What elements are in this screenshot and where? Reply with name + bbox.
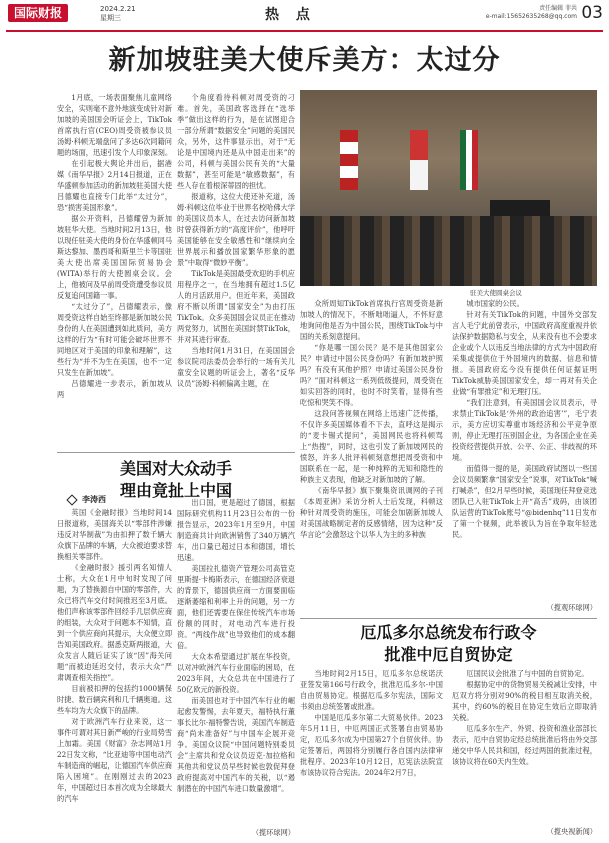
diamond-icon — [66, 494, 77, 505]
article3-source: （揽央视新闻） — [546, 827, 597, 836]
divider — [300, 618, 597, 619]
paragraph: 《南华早报》旗下聚集资讯调网的子刊《本周亚洲》采访分析人士后发现，科顿这种针对周受资的施压，可能会加剧新加坡人对美国战略制定者的反感情绪，因为这种“反华言论”会激怒这个以华人为主的多种族 — [300, 486, 443, 539]
author-name: 李涛西 — [82, 495, 106, 504]
article2-column-2 — [177, 497, 295, 827]
roundtable-photo — [300, 90, 597, 286]
paragraph: 出口国，更是超过了德国，根据国际研究机构11月23日公布的一份报告显示，2023年1月至9月，中国制造商共计向欧洲销售了340万辆汽车，出口量已超过日本和德国，增长迅速。 — [177, 498, 295, 562]
article3-title-line1: 厄瓜多尔总统发布行政令 — [360, 623, 537, 642]
article2-byline — [68, 494, 106, 505]
main-headline: 新加坡驻美大使斥美方：太过分 — [108, 45, 501, 76]
article1-source: （揽观环球网） — [546, 603, 597, 612]
flag-icon — [410, 130, 428, 190]
divider — [57, 452, 295, 453]
section-title: 热 点 — [265, 7, 316, 23]
audience-shape — [300, 216, 597, 286]
issue-date — [100, 5, 136, 23]
flag-icon — [340, 130, 358, 190]
paragraph: “太过分了”，吕德耀表示，像周受资这样自始至终都是新加坡公民身份的人在美国遭到如此质问，美方这样的行为“有时可能会破坏世界不同地区对于美国的印象和理解”，这些行为“并不为生在美国，也不一定只发生在新加坡”。 — [57, 302, 172, 377]
paragraph: 这段问答视频在网络上迅速广泛传播，不仅许多美国媒体看不下去，直呼这是揭示的“麦卡锡式提问”，美国网民也将科顿骂上“热搜”，同时，这也引发了新加坡网民的愤怒，许多人批评科顿刻意想把周受资和中国联系在一起，是一种纯粹的无知和隐性的种族主义表现，他缺乏对新加坡的了解。 — [300, 409, 443, 484]
paragraph: 中国是厄瓜多尔第二大贸易伙伴。2023年5月11日，中厄两国正式签署自由贸易协定，厄瓜多尔成为中国第27个自贸伙伴。协定签署后，两国将分别履行各自国内法律审批程序。2023年10月12日，厄宪法法院宣布该协议符合宪法。2024年2月7日， — [300, 713, 443, 777]
paragraph: 吕德耀进一步表示，新加坡从两 — [57, 379, 172, 399]
article3-column-2 — [452, 668, 597, 824]
paragraph: 针对有关TikTok的问题，中国外交部发言人毛宁此前曾表示，中国政府高度重视并依法保护数据隐私与安全，从来没有也不会要求企业或个人以违反当地法律的方式为中国政府采集或提供位于外国境内的数据、信息和情报。美国政府迄今没有提供任何证据证明TikTok威胁美国国家安全，却一再对有关企业做“有罪推定”和无理打压。 — [452, 310, 597, 396]
article3-column-1 — [300, 668, 443, 838]
article2-title-line2: 理由竟扯上中国 — [119, 481, 232, 500]
paragraph: 大众本希望通过扩展在华投资，以对冲欧洲汽车行业面临的困局，在2023年间，大众总共在中国进行了50亿欧元的新投资。 — [177, 652, 295, 694]
paragraph: 英国《金融时报》当地时间14日报道称，美国海关以“零部件涉嫌违反对华制裁”为由扣押了数千辆大众旗下品牌的车辆，大众被迫要求替换相关零部件。 — [57, 508, 172, 561]
paragraph: “我们注意到，有美国国会议员表示，寻求禁止TikTok是‘外州的政治追害’”，毛宁表示，美方应切实尊重市场经济和公平竞争原则，停止无理打压别国企业，为各国企业在美投资经营提供开放、公平、公正、非歧视的环境。 — [452, 398, 597, 462]
article3-title-line2: 批准中厄自贸协定 — [384, 645, 513, 664]
article2-source: （揽环球网） — [251, 828, 295, 837]
newspaper-logo: 国际财报 — [8, 4, 68, 22]
paragraph: 众所周知TikTok首席执行官周受资是新加坡人的情况下，不断咄咄逼人，不怀好意地询问他是否为中国公民，围绕TikTok与中国的关系刻意提问。 — [300, 299, 443, 341]
page-number: 03 — [581, 3, 603, 23]
paragraph: 目前被扣押的包括约1000辆保时捷、数百辆宾利和几千辆奥迪。这些车均为大众旗下的品牌。 — [57, 684, 172, 715]
article1-column-1 — [57, 92, 172, 448]
article2-column-1 — [57, 507, 172, 837]
article1-column-2 — [177, 92, 295, 448]
paragraph: TikTok是美国最受欢迎的手机应用程序之一，在当地拥有超过1.5亿人的月活跃用户。但近年来，美国政府不断以所谓“国家安全”为由打压TikTok。众多美国国会议员正在推动两党努力，试图在美国封禁TikTok，并对其进行审查。 — [177, 269, 295, 344]
paragraph: 在引起极大舆论并出后，据港媒《南华早报》2月14日报道，正在华盛顿参加活动的新加坡驻美国大使吕德耀也直接专门此举“太过分”，恐“损害美国形象”。 — [57, 159, 172, 212]
paragraph: “你是哪一国公民？是不是其他国家公民？申请过中国公民身份吗？有新加坡护照吗？有没有其他护照？申请过美国公民身份吗？”面对科顿这一系列低级提问，周受资在如实回答的同时，也时不时笑着，显得有些吃惊和哭笑不得。 — [300, 343, 443, 407]
editor-name: 责任编辑 菲共 — [539, 5, 577, 12]
paragraph: 《金融时报》援引两名知情人士称，大众在1月中旬时发现了问题，为了替换源自中国的零部件，大众已将汽车交付时间推迟至3月底。他们声称该零部件回经手几层供应商的组装，大众对于问题本不知情，直到一个供应商向其提示，大众便立即告知美国政府。据悉克斯两报道，大众发言人随后证实了该“因”海关问题“而被迫延迟交付，表示大众“严肃调查相关指控”。 — [57, 563, 172, 682]
issue-weekday: 星期三 — [100, 14, 121, 22]
paragraph: 据公开资料，吕德耀曾为新加坡驻华大使。当地时间2月13日，他以现任驻美大使的身份在华盛顿同马斯达黎加、墨西哥和斯里兰卡等国驻美大使出席美国国际贸易协会(WITA)举行的大使圆桌会议。会上，他被问及早前周受资遭受参议员反复追问国籍一事。 — [57, 214, 172, 300]
article1-column-3 — [300, 298, 443, 613]
paragraph: 当地时间1月31日，在美国国会参议院司法委员会举行的一场有关儿童安全议题的听证会上，著名“反华议员”汤姆·科顿偏离主题，在 — [177, 346, 295, 388]
issue-date-line: 2024.2.21 — [100, 5, 136, 13]
paragraph: 报道称，这位大使还补充道，汤姆·科顿这位毕业于世界名校哈佛大学的美国议员本人，在过去访问新加坡时曾获得新方的“高度评价”，他呼吁美国能够在安全敏感性和“继续向全世界展示和播放国家繁华形象的愿景”中取得“微妙平衡”。 — [177, 192, 295, 267]
editor-email: e-mail:15652635268@qq.com — [485, 13, 577, 20]
editor-info — [486, 5, 577, 21]
flag-icon — [460, 130, 478, 190]
paragraph: 美国拉扎德资产管理公司高管克里斯提·卡梅斯表示，在德国经济衰退的背景下，德国供应商一方面要面临逐渐萎缩和利率上升的问题，另一方面，他们还需要在保住传统汽车市场份额的同时，对电动汽车进行投资。“两线作战”也导致他们的成本翻倍。 — [177, 564, 295, 650]
paragraph: 城市国家的公民。 — [466, 299, 524, 308]
masthead-rule — [6, 30, 603, 32]
paragraph: 根据协定中的货物贸易关税减让安排，中厄双方将分别对90%的税目相互取消关税，其中，约60%的税目在协定生效后立即取消关税。 — [452, 680, 597, 722]
paragraph: 1月底，一场表面聚焦儿童网络安全，实则毫不意外地演变成针对新加坡的美国国会听证会上，TikTok首席执行官(CEO)周受资被参议员汤姆·科顿无端盘问了多达6次同籍问题的场面，迅速引发个人印象深刻。 — [57, 93, 172, 157]
paragraph: 厄瓜多尔生产、外贸、投资和渔业部部长表示，厄中自贸协定经总统批准后将由外交部递交中华人民共和国，经过两国的批准过程，该协议将在60天内生效。 — [452, 724, 597, 766]
paragraph: 个角度看待科顿对周受资的刁难。首先，美国政客选择在“选举季”做出这样的行为，是在试图迎合一部分所谓“数据安全”问题的美国民众，另外，这件事显示出，对于“无论是中国境内还是从中国走出来”的公司，科顿与美国公民有关的“大量数据”，甚至可能是“敏感数据”，有些人存在着根深蒂固的担忧。 — [177, 93, 295, 190]
paragraph: 而值得一提的是，美国政府试图以一些国会议员频繁拿“国家安全”说事，对TikTok“喊打喊杀”，但2月早些时候，美国现任拜登竞选团队已入驻TikTok上开“高舌”戏码，由该团队运营的TikTok账号“@bidenhq”11日发布了第一个视频，此举被认为旨在争取年轻选民。 — [452, 464, 597, 539]
article1-column-4 — [452, 298, 597, 601]
article2-title-line1: 美国对大众动手 — [119, 459, 232, 478]
paragraph: 而美国也对于中国汽车行业的崛起愈发警惕，去年夏天，福特执行董事长比尔·福特警告说，美国汽车制造商“尚未准备好”与中国车企展开竞争。美国众议院“中国问题特别委员会”主席共和党众议员迈克·加拉格和其他共和党议员早些时候也敦促拜登政府提高对中国汽车的关税，以“遏制潜在的中国汽车进口数量激增”。 — [177, 696, 295, 793]
masthead — [0, 0, 609, 32]
paragraph: 厄国民议会批准了与中国的自贸协定。 — [466, 669, 589, 678]
paragraph: 对于欧洲汽车行业来说，这一事件可谓对其日新严峻的行业局势雪上加霜。美国《财富》杂志网站1月22日发文称，“比亚迪等中国电动汽车制造商的崛起，让德国汽车供应商陷入困境”。在刚刚过去的2023年，中国超过日本首次成为全球最大的汽车 — [57, 717, 172, 803]
article3-title — [300, 622, 597, 666]
photo-caption: 驻美大使圆桌会议 — [470, 289, 522, 297]
paragraph: 当地时间2月15日，厄瓜多尔总统诺沃亚签发第166号行政令，批准厄瓜多尔-中国自由贸易协定。根据厄瓜多尔宪法，国际文书须由总统签署或批准。 — [300, 669, 443, 711]
